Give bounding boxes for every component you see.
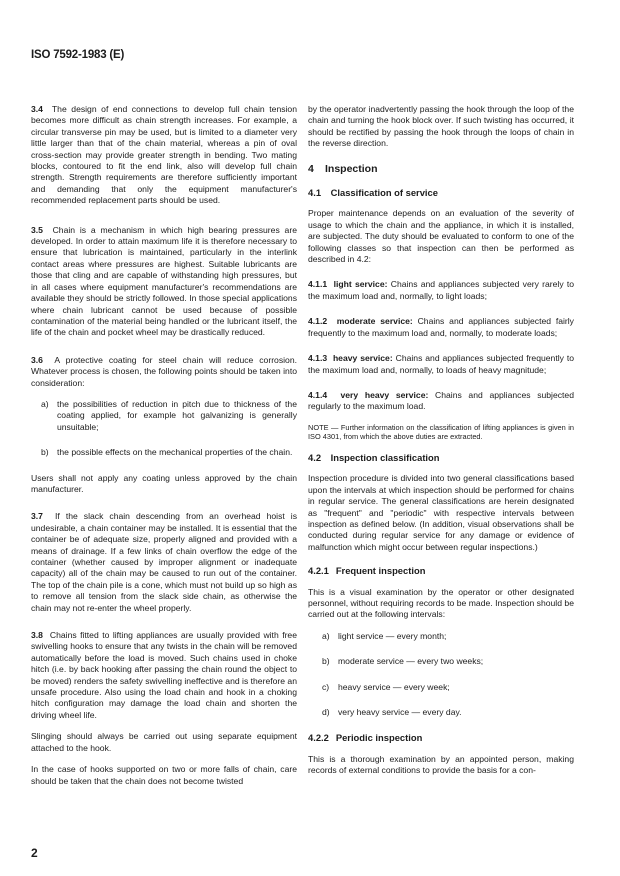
paragraph-4-2-2: This is a thorough examination by an appointed person, making records of external conditions to provide the basis for a con- <box>308 753 574 776</box>
paragraph-4-1-3 <box>308 353 574 376</box>
clause-number: 3.6 <box>31 354 43 365</box>
page-number: 2 <box>31 846 38 860</box>
subsection-heading-4-2-1 <box>308 565 574 576</box>
subsection-heading-4-2 <box>308 452 574 463</box>
list-item <box>41 447 297 458</box>
clause-text: Chains and appliances subjected frequently to the maximum load and, normally, to loads of heavy magnitude; <box>308 353 574 375</box>
clause-number: 3.4 <box>31 104 43 114</box>
clause-text: Chains fitted to lifting appliances are usually provided with free swivelling hooks to ensure that any twists in the chain will be removed automatically before the load is moved. Such chains used in choke hitch (i.e. by back hooking after passing the chain round the object to be moved) renders the safety swivelling ineffective and is therefore an unsafe procedure. Also using the load chain and hook in a choking hitch configuration may damage the load chain and shorten the driving wheel life. <box>31 630 297 720</box>
clause-text: Chain is a mechanism in which high bearing pressures are developed. In order to attain maximum life it is therefore necessary to ensure that lubrication is maintained, particularly in the interlink contact areas where pressures are highest. Suitable lubricants are those that cling and are capable of withstanding high pressures, but in all cases where equipment manufacturer's recommendations are available they should be strictly followed. In those special applications where chain lubricant cannot be used because of possible contamination of the material being handled or the lubricant itself, the life of the chain and pocket wheel may be drastically reduced. <box>31 224 297 338</box>
subsection-number: 4.2.1 <box>308 565 329 577</box>
clause-text: Chains and appliances subjected fairly frequently to the maximum load and, normally, to moderate loads; <box>308 316 574 338</box>
list-item <box>322 656 574 667</box>
subsection-heading-4-1 <box>308 187 574 198</box>
clause-number: 4.1.3 <box>308 353 328 364</box>
list-item-text: very heavy service — every day. <box>338 707 462 717</box>
paragraph-3-4 <box>31 104 297 207</box>
subsection-number: 4.2.2 <box>308 732 329 744</box>
paragraph-4-1-2 <box>308 316 574 339</box>
list-item-label: d) <box>322 707 330 717</box>
clause-text: Chains and appliances subjected regularly to the maximum load. <box>308 389 574 412</box>
paragraph-3-5 <box>31 225 297 339</box>
list-item-label: a) <box>41 398 49 409</box>
clause-number: 3.8 <box>31 630 43 641</box>
continued-paragraph: by the operator inadvertently passing the hook through the loop of the chain and turning the hook block over. If such twisting has occurred, it should be rectified by passing the hook through the loops of chain in the reverse direction. <box>308 104 574 149</box>
clause-text: If the slack chain descending from an overhead hoist is undesirable, a chain container may be installed. It is essential that the container be of adequate size, properly aligned and provided with a means of drainage. If a few links of chain overflow the edge of the container (whether caused by improper alignment or inadequate capacity) all of the chain may be caused to run out of the container. The top of the chain pile is a cone, which must not build up so high as to remove all tension from the slack side chain, as otherwise the chain may not re-enter the wheel properly. <box>31 511 298 613</box>
clause-number: 4.1.1 <box>308 279 328 290</box>
term: heavy service: <box>332 353 393 364</box>
document-header: ISO 7592-1983 (E) <box>31 49 125 61</box>
paragraph-3-8 <box>31 630 297 721</box>
clause-number: 3.5 <box>31 224 43 235</box>
inspection-intervals-list <box>308 631 574 719</box>
note: NOTE — Further information on the classification of lifting appliances is given in ISO 4301, from which the above duties are extracted. <box>308 422 574 442</box>
list-item-label: a) <box>322 630 330 641</box>
subsection-title: Frequent inspection <box>335 565 426 577</box>
paragraph-4-1: Proper maintenance depends on an evaluation of the severity of usage to which the chain and the appliance, in which it is installed, are subjected. The duty should be evaluated to conform to one of the following classes so that inspection can then be performed as described in 4.2: <box>308 208 574 265</box>
term: very heavy service: <box>340 389 429 400</box>
section-heading-4 <box>308 164 574 175</box>
clause-text: A protective coating for steel chain will reduce corrosion. Whatever process is chosen, the following points should be taken into consideration: <box>31 354 297 388</box>
section-number: 4 <box>308 162 314 175</box>
list-item <box>322 707 574 718</box>
slinging-paragraph: Slinging should always be carried out using separate equipment attached to the hook. <box>31 731 297 753</box>
right-column <box>308 104 574 787</box>
hooks-paragraph: In the case of hooks supported on two or more falls of chain, care should be taken that the chain does not become twisted <box>31 764 297 786</box>
list-item-text: heavy service — every week; <box>338 681 450 692</box>
paragraph-4-2-1: This is a visual examination by the operator or other designated personnel, without requiring records to be made. Inspection should be carried out at the following intervals: <box>308 586 574 620</box>
term: moderate service: <box>336 316 413 327</box>
list-item-text: light service — every month; <box>338 630 447 641</box>
term: light service: <box>333 279 388 290</box>
list-item <box>322 682 574 693</box>
coating-approval-paragraph: Users shall not apply any coating unless approved by the chain manufacturer. <box>31 472 297 494</box>
paragraph-4-2: Inspection procedure is divided into two general classifications based upon the intervals at which inspection should be performed for chains in regular service. The general classifications are herein designated as "frequent" and "periodic" with respective intervals between inspection as defined below. (In addition, visual observations shall be conducted during regular service for any damage or evidence of malfunction which might occur between regular inspections.) <box>308 473 574 552</box>
section-title: Inspection <box>325 162 378 175</box>
subsection-number: 4.2 <box>308 451 322 463</box>
clause-number: 3.7 <box>31 511 43 522</box>
left-column <box>31 104 297 797</box>
clause-number: 4.1.2 <box>308 316 328 327</box>
clause-text: The design of end connections to develop full chain tension becomes more difficult as chain strength increases. For example, a circular transverse pin may be used, but is limited to a diameter very little larger than that of the chain material, whereas a pin of oval cross-section may provide greater strength in bending. Two mating blocks, contoured to fit the end link, also will develop full chain strength. Strength requirements are therefore sufficiently important and demanding that only the equipment manufacturer's recommended replacement parts should be used. <box>31 104 297 206</box>
subsection-heading-4-2-2 <box>308 732 574 743</box>
list-item-text: moderate service — every two weeks; <box>338 656 484 667</box>
subsection-number: 4.1 <box>308 187 322 199</box>
paragraph-3-7 <box>31 511 297 614</box>
paragraph-4-1-4 <box>308 390 574 413</box>
list-item <box>322 631 574 642</box>
paragraph-3-6 <box>31 355 297 389</box>
list-item <box>41 399 297 433</box>
paragraph-4-1-1 <box>308 279 574 302</box>
subsection-title: Periodic inspection <box>335 732 423 744</box>
list-item-label: b) <box>322 656 330 667</box>
clause-text: Chains and appliances subjected very rarely to the maximum load and, normally, to light loads; <box>308 279 575 301</box>
subsection-title: Classification of service <box>330 187 438 199</box>
list-item-text: the possible effects on the mechanical properties of the chain. <box>57 447 293 458</box>
list-item-label: c) <box>322 681 330 692</box>
list-item-label: b) <box>41 447 49 458</box>
clause-number: 4.1.4 <box>308 389 328 400</box>
subsection-title: Inspection classification <box>330 451 440 463</box>
coating-considerations-list <box>31 399 297 459</box>
list-item-text: the possibilities of reduction in pitch due to thickness of the coating applied, for example hot galvanizing is generally unsuitable; <box>57 398 297 432</box>
